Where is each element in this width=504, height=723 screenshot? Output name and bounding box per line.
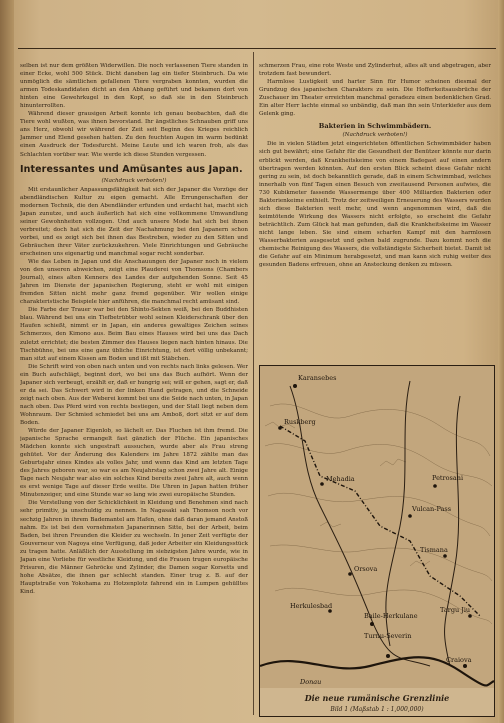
right-intro-paragraph-1: schmerzen Frau, eine rote Weste und Zylinderhut, alles alt und abgetragen, aber trotzdem fast bewundert. <box>259 63 491 78</box>
japan-paragraph-6: Die Verstellung von der Schicklichkeit in Kleidung und Benehmen sind nach sehr primitiv, ja unschuldig zu nennen. In Nagasaki sah Thomson noch vor sechzig Jahren in ihrem Bademantel am Hafen, ohne daß daran jemand Anstoß nahm. Es ist bei den vornehmsten Japanerinnen Sitte, bei der Arbeit, beim Baden, bei ihren Freunden die Kleider zu wechseln. In jener Zeit verfügte der Gouverneur von Nagoya eine Verfügung, daß jeder Arbeiter ein Kleidungsstück zu tragen hatte. Anläßlich der Ausstellung im siebzigsten Jahre wurde, wie in Japan eine Vorliebe für westliche Kleidung, und die Frauen trugen europäische Frisuren, die Männer Gehröcke und Zylinder, die Damen sogar Korsetts und hohe Absätze, die ihnen gar schlecht standen. Einer trug z. B. auf der Hauptstraße von Yokohama zu Hotzenplotz fahrend ein in Lumpen gehülltes Kind. <box>20 500 248 595</box>
border-map <box>259 365 495 717</box>
article-headline-bacteria: Bakterien in Schwimmbädern. <box>318 122 432 131</box>
left-intro-paragraph-1: selben ist nur dem größten Widerwillen. Die noch verlassenen Tiere standen in einer Ecke, wohl 500 Stück. Dicht daneben lag ein tiefer Steinbruch. Da wie unmöglich die sämtlichen gefallenen Tiere vergraben konnten, wurden die armen Todeskandidaten dicht an den Abhang geführt und bekamen dort von hinten eine Gewehrkugel in den Kopf, so daß sie in den Steinbruch hinunterrollten. <box>20 63 248 110</box>
article-headline-japan: Interessantes und Amüsantes aus Japan. <box>20 163 243 175</box>
map-label-vulcan-pass: Vulcan-Pass <box>412 505 452 513</box>
map-label-danube: Donau <box>300 678 322 686</box>
bacteria-paragraph-1: Die in vielen Städten jetzt eingerichteten öffentlichen Schwimmbäder haben sich gut bewährt; eine Gefahr für die Gesundheit der Benützer könnte nur darin erblickt werden, daß Krankheitskeime von einem Badegast auf einen andern übertragen werden könnten. Auf den ersten Blick scheint diese Gefahr nicht gering zu sein, ist doch bekanntlich gerade, daß in einem Schwimmbad, welches innerhalb von fünf Tagen einen Besuch von zweitausend Personen aufwies, die 730 Kubikmeter fassende Wassermenge über 400 Milliarden Bakterien oder Bakterienkeime enthielt. Trotz der zeitweiligen Erneuerung des Wassers wurden sich diese Bakterien weit mehr, und wenn angenommen wird, daß die keimtötende Wirkung des Wassers nicht erfolgte, so erscheint die Gefahr beträchtlich. Zum Glück hat man gefunden, daß die Krankheitskeime im Wasser nicht lange leben. Sie sind einem scharfen Kampf mit den harmlosen Wasserbakterien ausgesetzt und gehen bald zugrunde. Dazu kommt noch die chemische Reinigung des Wassers, die vollständigste Sicherheit bietet. Damit ist die Gefahr auf ein Minimum herabgesetzt, und man kann sich ruhig weiter des gesunden Badens erfreuen, ohne an Ansteckung denken zu müssen. <box>259 141 491 269</box>
left-column <box>20 62 248 713</box>
top-rule <box>18 48 496 49</box>
japan-paragraph-2: Wie das Leben in Japan und die Anschauungen der Japaner noch in vielem von den unseren abweichen, zeigt eine Plauderei von Thomsons (Chambers Journal), eines alten Kenners des Landes der aufgehenden Sonne. Seit 45 Jahren im Dienste der japanischen Regierung, steht er wohl mit einigen fremden Sitten nicht mehr ganz fremd gegenüber. Wir wollen einige charakteristische Beispiele hier anführen, die manchmal recht amüsant sind. <box>20 259 248 306</box>
page-edge-right <box>498 0 504 723</box>
map-label-karansebes: Karansebes <box>298 374 337 382</box>
map-label-mehadia: Mehadia <box>326 475 355 483</box>
map-label-ruskberg: Ruskberg <box>284 418 316 426</box>
map-caption-note: Bild 1 (Maßstab 1 : 1,000,000) <box>330 706 424 713</box>
map-label-tismana: Tismana <box>420 546 448 554</box>
map-label-orsova: Orsova <box>354 565 378 573</box>
article-subtitle-japan: (Nachdruck verboten!) <box>101 177 167 184</box>
map-drawing <box>260 366 494 716</box>
page-edge-left <box>0 0 14 723</box>
map-label-targu-jiu: Targu Jiu <box>440 606 471 614</box>
map-label-herkulesbad: Herkulesbad <box>290 602 333 610</box>
map-label-turnu-severin: Turnu-Severin <box>364 632 412 640</box>
japan-paragraph-4: Die Schrift wird von oben nach unten und von rechts nach links gelesen. Wer ein Buch aufschlägt, beginnt dort, wo bei uns das Buch aufhört. Wenn der Japaner sich verbeugt, erzählt er, daß er hungrig sei; will er gehen, sagt er, daß er da sei. Das Schwert wird in der linken Hand getragen, und die Schneide zeigt nach oben. Aus der Weberei kommt bei uns die Seide nach unten, in Japan nach oben. Das Pferd wird von rechts bestiegen, und der Stall liegt neben dem Wohnraum. Der Schmied schmiedet bei uns am Amboß, dort sitzt er auf dem Boden. <box>20 363 248 426</box>
map-label-baile-herkulane: Baile-Herkulane <box>364 612 418 620</box>
map-caption-title: Die neue rumänische Grenzlinie <box>304 693 450 703</box>
right-intro-paragraph-2: Harmlose Lustigkeit und harter Sinn für Humor scheinen diesmal der Grundzug des japanischen Charakters zu sein. Die Hofferkeitsausbrüche der Zuschauer im Theater erreichten manchmal geradezu einen bedenklichen Grad. Ein alter Herr lachte einmal so unbändig, daß man ihn sein Unterkiefer aus dem Gelenk ging. <box>259 79 491 118</box>
column-divider <box>253 52 254 715</box>
japan-paragraph-1: Mit erstaunlicher Anpassungsfähigkeit hat sich der Japaner die Vorzüge der abendländischen Kultur zu eigen gemacht. Alle Errungenschaften der modernen Technik, die den Abendländer erfunden und erdacht hat, macht sich Japan zunutze, und auch äußerlich hat sich eine vollkommene Umwandlung seiner Gewohnheiten vollzogen. Und auch unsere Mode hat sich bei ihnen verbreitet; doch hat sich die Zeit der Nachahmung bei den Japanern schon vorbei, und es zeigt sich bei ihnen das Bestreben, wieder zu den Sitten und Gebräuchen ihrer Väter zurückzukehren. Viele Einrichtungen und Gebräuche erscheinen uns eigenartig und manchmal sogar recht sonderbar. <box>20 186 248 257</box>
map-caption <box>260 693 494 713</box>
map-label-craiova: Craiova <box>446 656 472 664</box>
left-intro-paragraph-2: Während dieser grausigen Arbeit konnte ich genau beobachten, daß die Tiere wohl wußten, was ihnen bevorstand. Ihr ängstliches Schnauben griff uns ans Herz, obwohl wir während der Zeit seit Beginn des Krieges reichlich Jammer und Elend gesehen hatten. Zu den feuchten Augen im warm bedünkt einen Ausdruck der Todesfurcht. Meine Leute und ich waren froh, als das Schlachten vorüber war. Wie werde ich diese Stunden vergessen. <box>20 111 248 158</box>
right-column <box>259 62 491 360</box>
map-label-petrosani: Petrosani <box>432 474 464 482</box>
japan-paragraph-3: Die Farbe der Trauer war bei den Shinto-Sekten weiß, bei den Buddhisten blau. Während bei uns ein Tiefbetrübter wohl seinen Kleiderschrank über den Haufen schießt, nimmt er in Japan, ein anderes gewaltiges Zeichen seines Schmerzes, den Kimono aus. Beim Bau eines Hauses wird bei uns das Dach zuletzt errichtet; die besten Zimmer des Hauses liegen nach hinten hinaus. Die Tischbühne, bei uns eine ganz übliche Einrichtung, ist dort völlig unbekannt; man sitzt auf einem Kissen am Boden und ißt mit Stäbchen. <box>20 307 248 362</box>
japan-paragraph-5: Würde der Japaner Eigenlob, so lächelt er. Das Fluchen ist ihm fremd. Die japanische Sprache ermangelt fast gänzlich der Flüche. Ein japanisches Mädchen konnte sich ungestraft aussuchen, wurde aber als Frau streng gehütet. Vor der Änderung des Kalenders im Jahre 1872 zählte man das Geburtsjahr eines Kindes als volles Jahr, und wenn das Kind am letzten Tage des Jahres geboren war, so war es am Neujahrstag schon zwei Jahre alt. Einige Tage nach Neujahr war also ein solches Kind bereits zwei Jahre alt, auch wenn es erst wenige Tage auf dieser Erde weilte. Die Uhren in Japan hatten früher Minutenzeiger, und eine Stunde war so lang wie zwei europäische Stunden. <box>20 428 248 499</box>
article-subtitle-bacteria: (Nachdruck verboten!) <box>342 132 408 139</box>
